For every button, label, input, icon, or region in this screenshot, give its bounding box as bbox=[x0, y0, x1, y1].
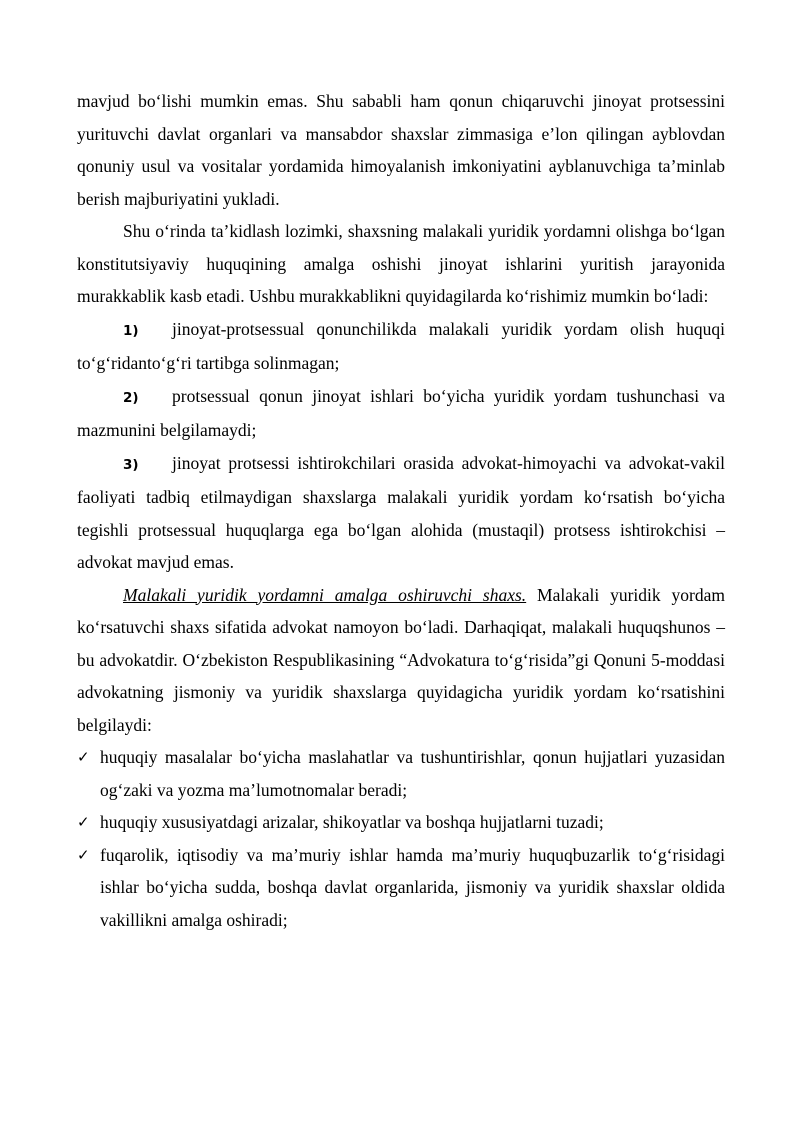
numbered-list bbox=[77, 313, 725, 579]
check-icon: ✓ bbox=[77, 748, 90, 766]
document-page bbox=[77, 85, 725, 936]
check-icon: ✓ bbox=[77, 845, 90, 864]
list-item-text: protsessual qonun jinoyat ishlari bo‘yicha yuridik yordam tushunchasi va mazmunini belgilamaydi; bbox=[77, 385, 725, 440]
numbered-list-item bbox=[77, 380, 725, 447]
section-text: Malakali yuridik yordam ko‘rsatuvchi shaxs sifatida advokat namoyon bo‘ladi. Darhaqiqat, malakali huquqshunos – bu advokatdir. O‘zbekiston Respublikasining “Advokatura to‘g‘risida”gi Qonuni 5-moddasi advokatning jismoniy va yuridik shaxslarga quyidagicha yuridik yordam ko‘rsatishini belgilaydi: bbox=[77, 584, 725, 735]
check-list-item bbox=[77, 806, 725, 839]
check-list-item bbox=[77, 741, 725, 806]
check-item-text: fuqarolik, iqtisodiy va ma’muriy ishlar hamda ma’muriy huquqbuzarlik to‘g‘risidagi ishlar bo‘yicha sudda, boshqa davlat organlarida, jismoniy va yuridik shaxslar oldida vakillikni amalga oshiradi; bbox=[100, 844, 725, 930]
list-number: 2) bbox=[123, 389, 139, 406]
list-item-text: jinoyat protsessi ishtirokchilari orasida advokat-himoyachi va advokat-vakil faoliyati tadbiq etilmaydigan shaxslarga malakali yuridik yordam ko‘rsatish bo‘yicha tegishli protsessual huquqlarga ega bo‘lgan alohida (mustaqil) protsess ishtirokchisi – advokat mavjud emas. bbox=[77, 452, 725, 572]
section-heading: Malakali yuridik yordamni amalga oshiruvchi shaxs. bbox=[123, 584, 527, 605]
paragraph-complexity-intro: Shu o‘rinda ta’kidlash lozimki, shaxsning malakali yuridik yordamni olishga bo‘lgan konstitutsiyaviy huquqining amalga oshishi jinoyat ishlarini yuritish jarayonida murakkablik kasb etadi. Ushbu murakkablikni quyidagilarda ko‘rishimiz mumkin bo‘ladi: bbox=[77, 221, 725, 306]
numbered-list-item bbox=[77, 313, 725, 380]
numbered-list-item bbox=[77, 447, 725, 579]
check-icon: ✓ bbox=[77, 813, 90, 831]
paragraph-advocate-section bbox=[77, 579, 725, 742]
check-list bbox=[77, 741, 725, 936]
check-item-text: huquqiy masalalar bo‘yicha maslahatlar va tushuntirishlar, qonun hujjatlari yuzasidan og‘zaki va yozma ma’lumotnomalar beradi; bbox=[100, 747, 725, 800]
paragraph-continuation: mavjud bo‘lishi mumkin emas. Shu sababli ham qonun chiqaruvchi jinoyat protsessini yurituvchi davlat organlari va mansabdor shaxslar zimmasiga e’lon qilingan ayblovdan qonuniy usul va vositalar yordamida himoyalanish imkoniyatini ayblanuvchiga ta’minlab berish majburiyatini yukladi. bbox=[77, 91, 725, 209]
check-list-item bbox=[77, 839, 725, 937]
list-item-text: jinoyat-protsessual qonunchilikda malakali yuridik yordam olish huquqi to‘g‘ridanto‘g‘ri tartibga solinmagan; bbox=[77, 318, 725, 373]
list-number: 3) bbox=[123, 456, 139, 473]
list-number: 1) bbox=[123, 322, 139, 339]
check-item-text: huquqiy xususiyatdagi arizalar, shikoyatlar va boshqa hujjatlarni tuzadi; bbox=[100, 812, 604, 832]
